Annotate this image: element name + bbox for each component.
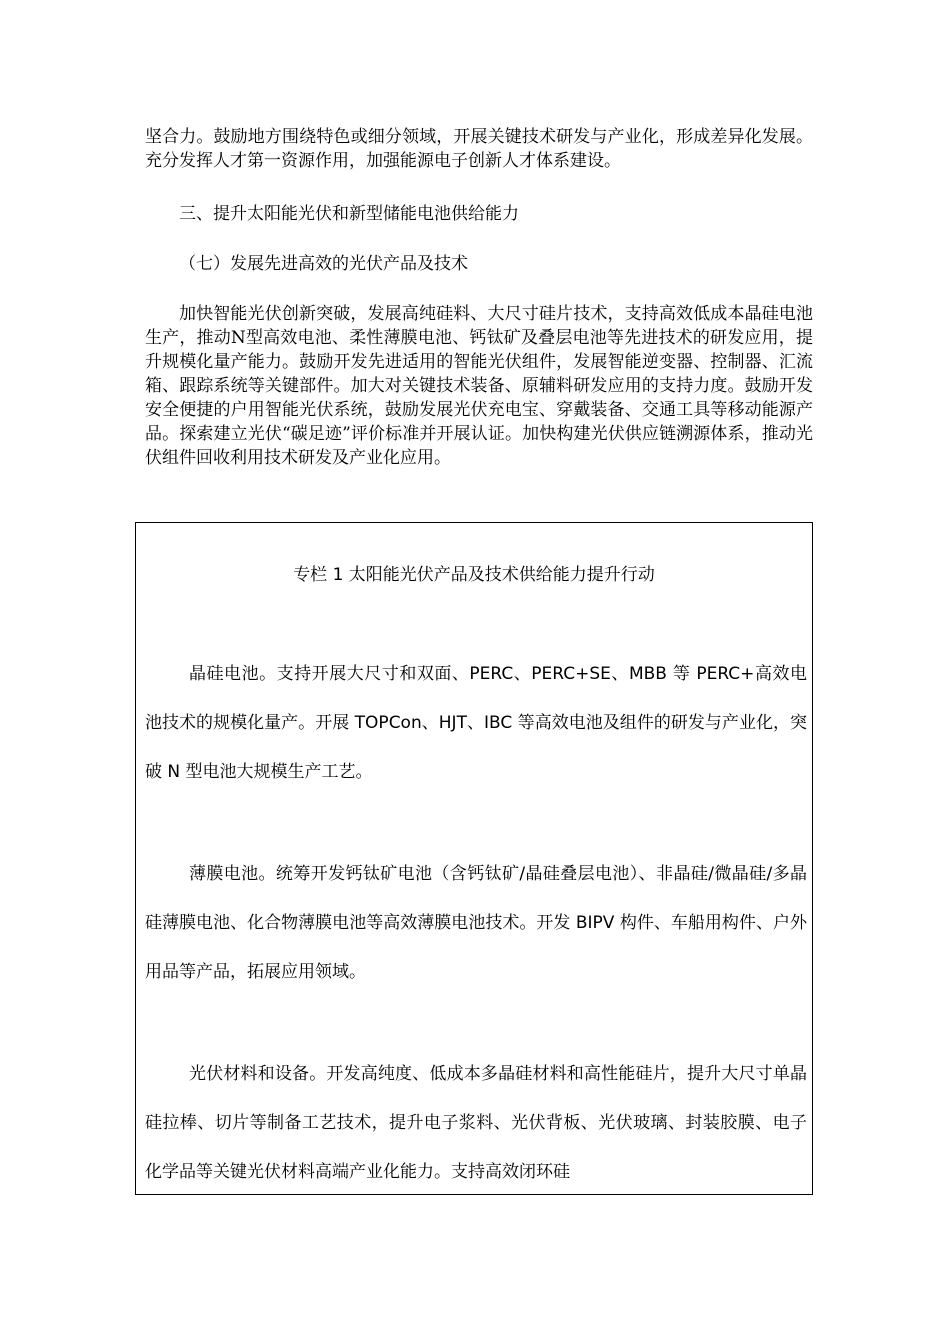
column-paragraph-crystalline-silicon: 晶硅电池。支持开展大尺寸和双面、PERC、PERC+SE、MBB 等 PERC+高效电池技术的规模化量产。开展 TOPCon、HJT、IBC 等高效电池及组件的研发与产业化，突破 N 型电池大规模生产工艺。 — [145, 664, 808, 782]
column-paragraph-thin-film: 薄膜电池。统筹开发钙钛矿电池（含钙钛矿/晶硅叠层电池）、非晶硅/微晶硅/多晶硅薄膜电池、化合物薄膜电池等高效薄膜电池技术。开发 BIPV 构件、车船用构件、户外用品等产品，拓展应用领域。 — [145, 864, 807, 982]
body-paragraph: 加快智能光伏创新突破，发展高纯硅料、大尺寸硅片技术，支持高效低成本晶硅电池生产，推动N型高效电池、柔性薄膜电池、钙钛矿及叠层电池等先进技术的研发应用，提升规模化量产能力。鼓励开发先进适用的智能光伏组件，发展智能逆变器、控制器、汇流箱、跟踪系统等关键部件。加大对关键技术装备、原辅料研发应用的支持力度。鼓励开发安全便捷的户用智能光伏系统，鼓励发展光伏充电宝、穿戴装备、交通工具等移动能源产品。探索建立光伏“碳足迹”评价标准并开展认证。加快构建光伏供应链溯源体系，推动光伏组件回收利用技术研发及产业化应用。 — [145, 304, 813, 468]
section-heading: 三、提升太阳能光伏和新型储能电池供给能力 — [179, 204, 519, 224]
subsection-heading: （七）发展先进高效的光伏产品及技术 — [179, 254, 468, 274]
column-box — [135, 522, 813, 1193]
column-paragraph-materials-equipment: 光伏材料和设备。开发高纯度、低成本多晶硅材料和高性能硅片，提升大尺寸单晶硅拉棒、切片等制备工艺技术，提升电子浆料、光伏背板、光伏玻璃、封装胶膜、电子化学品等关键光伏材料高端产业化能力。支持高效闭环硅 — [145, 1064, 807, 1182]
intro-continuation-paragraph: 坚合力。鼓励地方围绕特色或细分领域，开展关键技术研发与产业化，形成差异化发展。充分发挥人才第一资源作用，加强能源电子创新人才体系建设。 — [145, 127, 813, 171]
column-box-title: 专栏 1 太阳能光伏产品及技术供给能力提升行动 — [293, 565, 655, 585]
